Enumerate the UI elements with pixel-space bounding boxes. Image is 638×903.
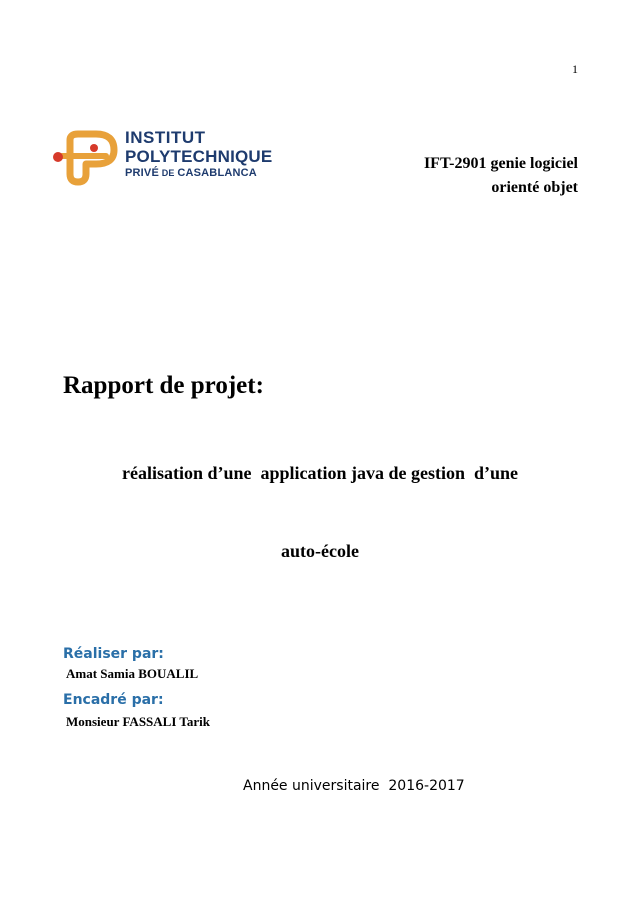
- author-name: Amat Samia BOUALIL: [66, 666, 199, 681]
- academic-year: Année universitaire 2016-2017: [243, 778, 465, 794]
- logo-text: [125, 126, 272, 179]
- page-number: 1: [572, 62, 578, 76]
- course-line-2: orienté objet: [491, 179, 578, 196]
- logo-mark-icon: [48, 126, 120, 188]
- logo-line-polytechnique: POLYTECHNIQUE: [125, 147, 273, 166]
- report-subtitle: [60, 408, 580, 616]
- course-line-1: IFT-2901 genie logiciel: [423, 155, 578, 172]
- subtitle-line-1: réalisation d’une application java de gestion d’une: [121, 463, 519, 483]
- logo-line-institut: INSTITUT: [125, 128, 206, 147]
- realise-par-label: Réaliser par:: [63, 646, 164, 662]
- supervisor-name: Monsieur FASSALI Tarik: [66, 714, 211, 729]
- encadre-par-label: Encadré par:: [63, 692, 164, 708]
- institution-logo: [48, 126, 288, 188]
- logo-word-de: DE: [159, 168, 178, 178]
- logo-word-casablanca: CASABLANCA: [177, 167, 257, 179]
- subtitle-line-2: auto-école: [281, 541, 359, 561]
- course-info: [424, 152, 578, 200]
- report-title: Rapport de projet:: [63, 372, 264, 399]
- logo-word-prive: PRIVÉ: [125, 167, 160, 179]
- logo-line-casablanca: [125, 168, 272, 179]
